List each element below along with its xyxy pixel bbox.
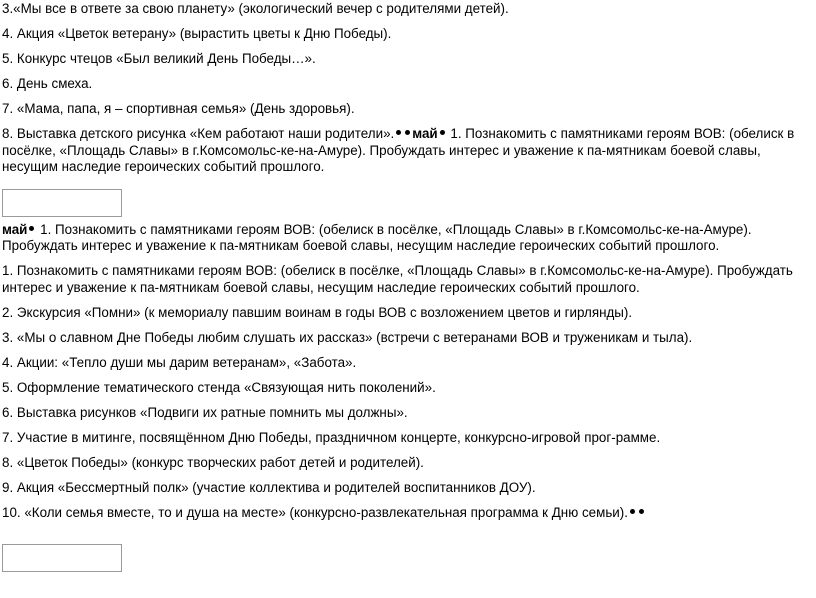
text-line: 1. Познакомить с памятниками героям ВОВ: (обелиск в посёлке, «Площадь Славы» в г.Комсомольс-ке-на-Амуре). Пробуждать интерес и уважение к па-мятникам боевой славы, несущим наследие героических событий прошлого. xyxy=(2,126,795,174)
text-line: 2. Экскурсия «Помни» (к мемориалу павшим воинам в годы ВОВ с возложением цветов и гирлянды). xyxy=(2,304,633,320)
text-line: 9. Акция «Бессмертный полк» (участие коллектива и родителей воспитанников ДОУ). xyxy=(2,479,536,495)
text-paragraph xyxy=(2,222,814,255)
text-paragraph: 1. Познакомить с памятниками героям ВОВ: (обелиск в посёлке, «Площадь Славы» в г.Комсомольс-ке-на-Амуре). Пробуждать интерес и уважение к па-мятникам боевой славы, несущим наследие героических событий прошлого. xyxy=(2,263,793,295)
month-label: май xyxy=(412,126,438,141)
text-line: 10. «Коли семья вместе, то и душа на месте» (конкурсно-развлекательная программа к Дню семьи). xyxy=(2,504,628,520)
bullet-icon xyxy=(630,509,635,514)
text-line: 6. День смеха. xyxy=(2,76,93,91)
text-line: 5. Конкурс чтецов «Был великий День Победы…». xyxy=(2,51,316,66)
bullet-icon xyxy=(396,130,401,135)
text-line: 3.«Мы все в ответе за свою планету» (экологический вечер с родителями детей). xyxy=(2,1,509,16)
text-line: 6. Выставка рисунков «Подвиги их ратные помнить мы должны». xyxy=(2,404,408,420)
text-paragraph xyxy=(2,126,814,176)
text-line: 8. Выставка детского рисунка «Кем работают наши родители». xyxy=(2,126,395,141)
month-label: май xyxy=(2,221,28,237)
document-body xyxy=(2,0,814,521)
text-line: 1. Познакомить с памятниками героям ВОВ: (обелиск в посёлке, «Площадь Славы» в г.Комсомольс-ке-на-Амуре). Пробуждать интерес и уважение к па-мятникам боевой славы, несущим наследие героических событий прошлого. xyxy=(2,221,752,253)
bullet-icon xyxy=(405,130,410,135)
bullet-icon xyxy=(639,509,644,514)
text-line: 4. Акция «Цветок ветерану» (вырастить цветы к Дню Победы). xyxy=(2,26,392,41)
text-line: 8. «Цветок Победы» (конкурс творческих работ детей и родителей). xyxy=(2,454,424,470)
text-line: 4. Акции: «Тепло души мы дарим ветеранам», «Забота». xyxy=(2,354,357,370)
image-placeholder-box xyxy=(2,189,122,217)
text-paragraph xyxy=(2,505,814,522)
text-line: 7. Участие в митинге, посвящённом Дню Победы, праздничном концерте, конкурсно-игровой прог-рамме. xyxy=(2,429,661,445)
text-line: 5. Оформление тематического стенда «Связующая нить поколений». xyxy=(2,379,436,395)
text-line: 3. «Мы о славном Дне Победы любим слушать их рассказ» (встречи с ветеранами ВОВ и труженикам и тыла). xyxy=(2,329,693,345)
image-placeholder-box xyxy=(2,544,122,572)
bullet-icon xyxy=(29,226,34,231)
bullet-icon xyxy=(440,130,445,135)
text-line: 7. «Мама, папа, я – спортивная семья» (День здоровья). xyxy=(2,101,355,116)
